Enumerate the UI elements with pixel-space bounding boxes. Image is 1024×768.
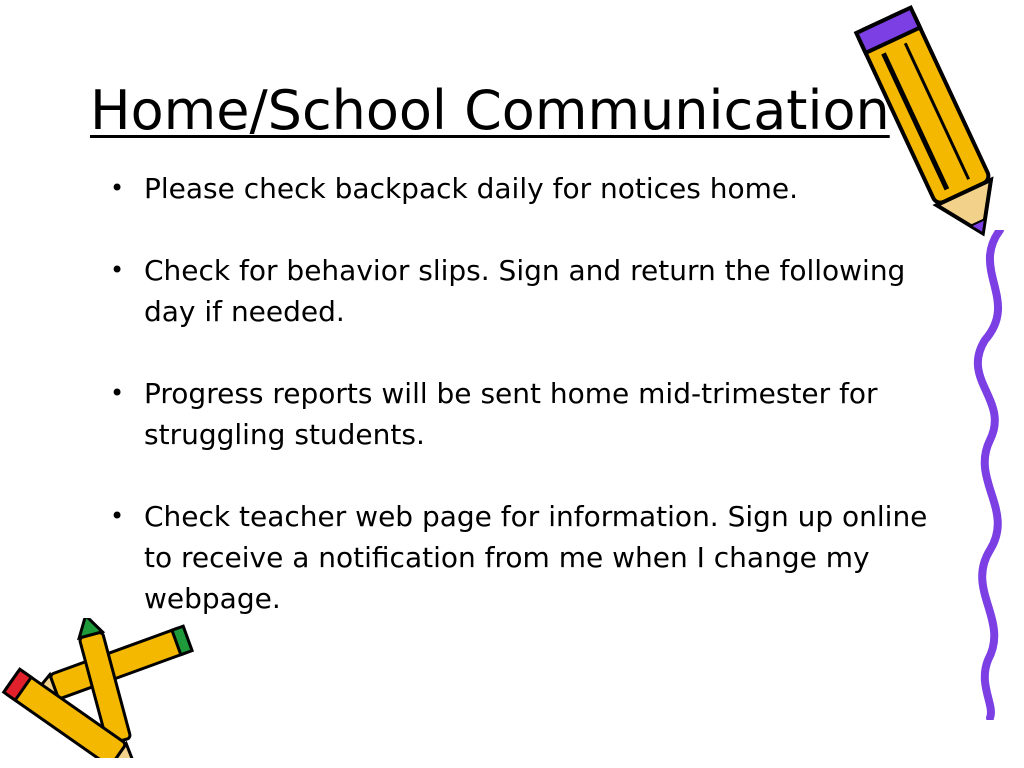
bullet-text: Check teacher web page for information. Sign up online to receive a notification from me when I change my webpage. bbox=[144, 500, 928, 615]
bullet-text: Progress reports will be sent home mid-trimester for struggling students. bbox=[144, 377, 878, 451]
bullet-item bbox=[110, 168, 940, 209]
bullet-item bbox=[110, 496, 940, 619]
squiggle-line bbox=[960, 230, 1020, 720]
bullet-glyph: • bbox=[110, 256, 125, 284]
bullet-item bbox=[110, 250, 940, 332]
bullet-glyph: • bbox=[110, 174, 125, 202]
bullet-list bbox=[110, 168, 940, 660]
bullet-text: Please check backpack daily for notices home. bbox=[144, 172, 799, 205]
bullet-item bbox=[110, 373, 940, 455]
bullet-glyph: • bbox=[110, 379, 125, 407]
bullet-text: Check for behavior slips. Sign and return the following day if needed. bbox=[144, 254, 906, 328]
slide-title: Home/School Communication bbox=[90, 79, 890, 142]
bullet-glyph: • bbox=[110, 502, 125, 530]
